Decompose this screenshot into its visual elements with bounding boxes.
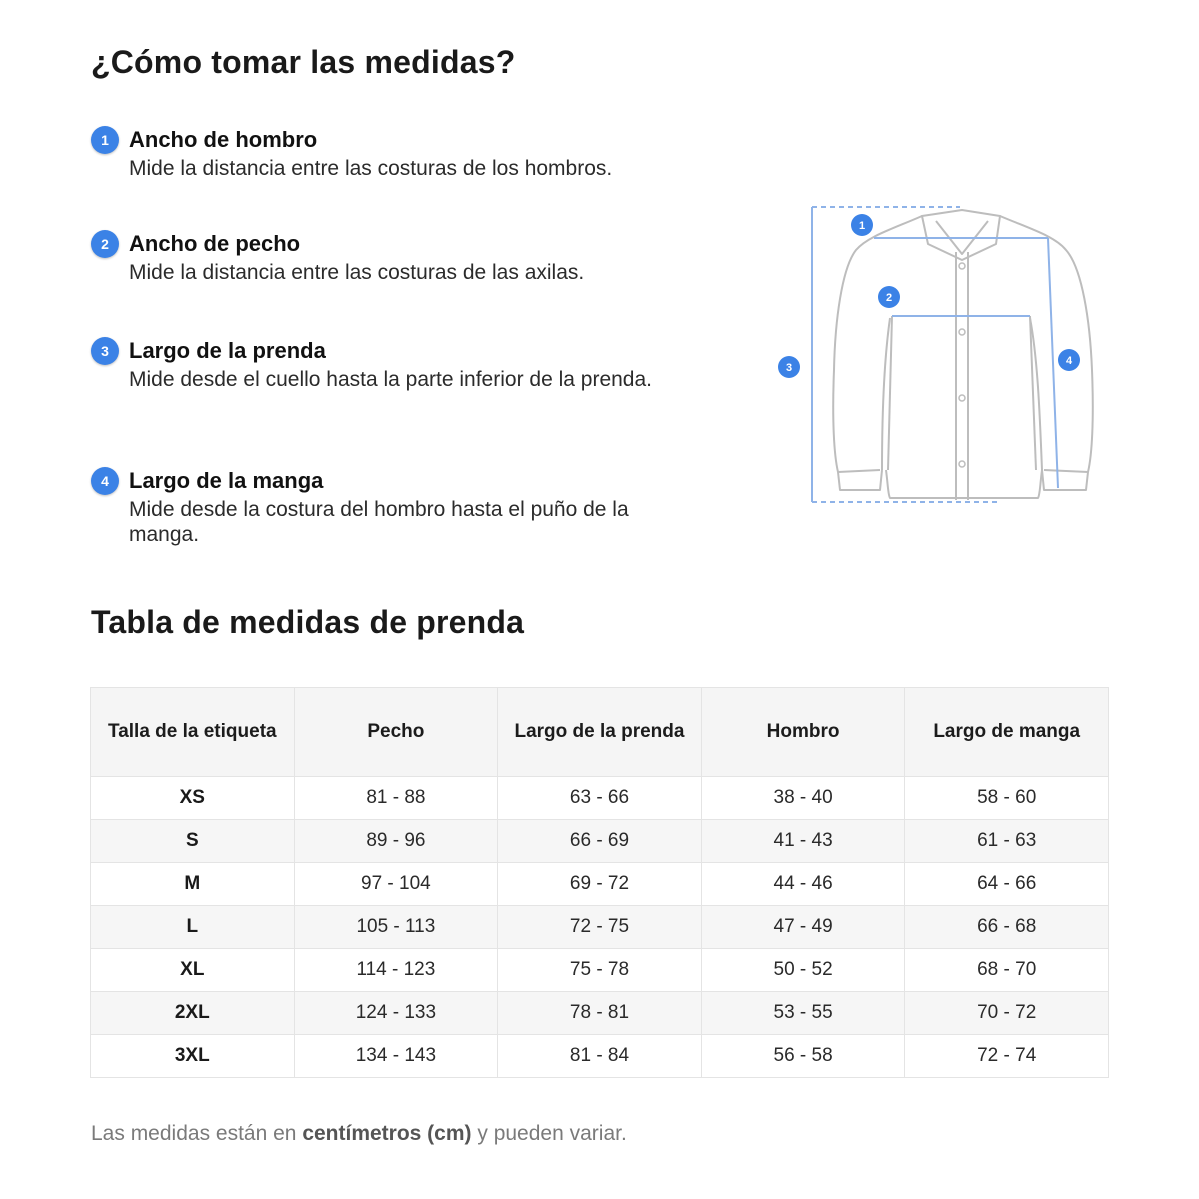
length-cell: 69 - 72	[498, 863, 702, 906]
table-row	[91, 949, 1109, 992]
footnote-units: centímetros (cm)	[302, 1122, 472, 1145]
sleeve-cell: 66 - 68	[905, 906, 1109, 949]
step-description: Mide la distancia entre las costuras de las axilas.	[129, 261, 585, 284]
step-description: Mide desde el cuello hasta la parte inferior de la prenda.	[129, 368, 652, 391]
shoulder-cell: 38 - 40	[701, 777, 905, 820]
shirt-measurement-diagram	[770, 200, 1110, 515]
table-row	[91, 777, 1109, 820]
shoulder-cell: 50 - 52	[701, 949, 905, 992]
length-cell: 72 - 75	[498, 906, 702, 949]
size-chart-table	[90, 687, 1109, 1078]
header-shoulder: Hombro	[701, 688, 905, 777]
size-cell: S	[91, 820, 295, 863]
size-cell: L	[91, 906, 295, 949]
step-number-badge: 4	[91, 467, 119, 495]
header-label-size: Talla de la etiqueta	[91, 688, 295, 777]
length-cell: 75 - 78	[498, 949, 702, 992]
shoulder-cell: 47 - 49	[701, 906, 905, 949]
step-title: Largo de la prenda	[129, 338, 326, 363]
step-title: Ancho de hombro	[129, 127, 318, 152]
svg-text:4: 4	[1065, 355, 1073, 367]
step-title: Largo de la manga	[129, 468, 324, 493]
chest-cell: 114 - 123	[294, 949, 498, 992]
shoulder-cell: 41 - 43	[701, 820, 905, 863]
chest-cell: 89 - 96	[294, 820, 498, 863]
step-number-badge: 1	[91, 126, 119, 154]
marker-3-icon	[778, 356, 800, 378]
size-cell: M	[91, 863, 295, 906]
size-cell: XS	[91, 777, 295, 820]
how-to-measure-title: ¿Cómo tomar las medidas?	[91, 44, 516, 80]
svg-text:2: 2	[885, 292, 893, 304]
step-number-badge: 3	[91, 337, 119, 365]
header-sleeve-length: Largo de manga	[905, 688, 1109, 777]
sleeve-cell: 64 - 66	[905, 863, 1109, 906]
sleeve-cell: 68 - 70	[905, 949, 1109, 992]
table-row	[91, 992, 1109, 1035]
table-row	[91, 906, 1109, 949]
step-number-badge: 2	[91, 230, 119, 258]
step-title: Ancho de pecho	[129, 231, 301, 256]
shirt-buttons-icon	[959, 263, 965, 467]
sleeve-cell: 70 - 72	[905, 992, 1109, 1035]
header-chest: Pecho	[294, 688, 498, 777]
shoulder-cell: 53 - 55	[701, 992, 905, 1035]
table-row	[91, 820, 1109, 863]
marker-2-icon	[878, 286, 900, 308]
marker-1-icon	[851, 214, 873, 236]
length-cell: 66 - 69	[498, 820, 702, 863]
size-cell: 2XL	[91, 992, 295, 1035]
sleeve-cell: 61 - 63	[905, 820, 1109, 863]
units-footnote	[91, 1122, 627, 1146]
chest-cell: 97 - 104	[294, 863, 498, 906]
step-description: Mide la distancia entre las costuras de los hombros.	[129, 157, 613, 180]
chest-cell: 105 - 113	[294, 906, 498, 949]
sleeve-cell: 58 - 60	[905, 777, 1109, 820]
chest-cell: 81 - 88	[294, 777, 498, 820]
svg-text:1: 1	[858, 220, 866, 232]
table-row	[91, 863, 1109, 906]
table-header-row	[91, 688, 1109, 777]
marker-4-icon	[1058, 349, 1080, 371]
header-garment-length: Largo de la prenda	[498, 688, 702, 777]
chest-cell: 124 - 133	[294, 992, 498, 1035]
shirt-outline-icon	[833, 210, 1093, 500]
table-row	[91, 1035, 1109, 1078]
length-cell: 81 - 84	[498, 1035, 702, 1078]
shoulder-cell: 44 - 46	[701, 863, 905, 906]
footnote-prefix: Las medidas están en	[91, 1122, 303, 1145]
step-description: Mide desde la costura del hombro hasta el puño de la manga.	[129, 498, 629, 546]
svg-text:3: 3	[785, 362, 793, 374]
chest-cell: 134 - 143	[294, 1035, 498, 1078]
shoulder-cell: 56 - 58	[701, 1035, 905, 1078]
length-cell: 63 - 66	[498, 777, 702, 820]
length-cell: 78 - 81	[498, 992, 702, 1035]
size-cell: XL	[91, 949, 295, 992]
footnote-suffix: y pueden variar.	[471, 1122, 627, 1145]
sleeve-cell: 72 - 74	[905, 1035, 1109, 1078]
size-table-title: Tabla de medidas de prenda	[91, 604, 525, 640]
measurement-lines	[812, 207, 1058, 502]
size-cell: 3XL	[91, 1035, 295, 1078]
